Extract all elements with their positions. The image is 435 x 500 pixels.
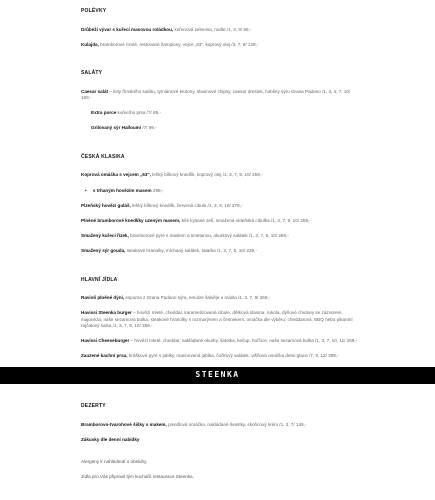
item-price: /1, 3, 7, 10, 11/ 269,- [313,338,358,343]
allergen-note: Alergeny k nahlédnutí u obsluhy. [81,459,148,465]
item-price: /7, 9, 12/ 399,- [307,353,339,359]
steenka-logo: STEENKA [195,370,240,380]
item-desc: steakové hranolky, míchaný salátek, tatarka [125,248,216,254]
item-desc: kuřecího prsa [116,110,146,116]
menu-item [81,437,361,443]
menu-item [81,422,361,428]
menu-item-variant [85,188,361,194]
kitchen-note: Jídla pro Vás připravil tým kuchařů restaurace Steenka. [81,474,194,480]
item-name: Smažený sýr gouda, [81,248,126,254]
menu-item [81,233,361,239]
item-price: /1, 3, 7, 9, 10/ 259,- [269,217,311,223]
item-price: /1, 3, 7, 9, 10/ 259,- [221,172,263,178]
item-desc: lehký bílkový knedlík, červená cibule [130,202,207,208]
item-price: /1, 3, 7/ 149,- [278,421,307,427]
item-name: Plněné bramborové knedlíky uzeným masem, [81,217,181,223]
section-title: ČESKÁ KLASIKA [81,153,125,160]
item-price: /1, 3, 7, 9, 10/ 239,- [215,248,257,254]
menu-upper [81,8,361,368]
brand-banner [0,367,435,384]
menu-item [81,248,361,254]
item-name: s trhaným hovězím masem [92,187,152,193]
item-desc: espuma z Grana Padano sýra, emulze šalvěje a másla [124,295,237,301]
item-price: /1, 3, 7, 9, 10/ 359,- [111,322,153,328]
item-desc: – hovězí mleté, cheddar, karamelizovaná cibule, dětková slanina, rukola, dýňové chutney se zázvorem, majonéza, naše sezamová bulka, steakové hranolky s rozmarýnem a česnekem, omáčka dle výběru: cheddarová, BBQ nebo pikantní rajčatový salsa [81,310,353,328]
section-polevky [81,8,361,48]
menu-item [81,27,361,33]
item-name: Havissi Cheeseburger [81,338,130,343]
item-price: /1, 3, 7, 9, 10/ 289,- [247,233,289,239]
item-desc: kořenová zelenina, nudle [173,26,226,32]
item-desc: lehký bílkový knedlík, koprový olej [150,172,222,178]
menu-item [81,218,361,224]
item-name: Extra porce [91,110,117,116]
item-desc: – listy římského salátu, tymiánové krutony, slaninové chipsy, caesar dresink, hobliny sýru Grana Padano [108,88,321,94]
item-name: Smažený kuřecí řízek, [81,233,129,239]
item-price: 299,- [151,187,164,193]
item-name: Caesar salát [81,88,109,94]
menu-item [81,295,361,301]
menu-item [81,203,361,209]
menu-lower [81,403,361,490]
section-title: HLAVNÍ JÍDLA [81,276,118,283]
item-name: Drůbeží vývar s kuřecí masovou roládkou, [81,26,174,32]
item-name: Bramborovo-tvarohové šišky s makem, [81,421,167,427]
menu-item [81,89,361,101]
section-salaty [81,70,361,132]
section-title: SALÁTY [81,70,103,77]
item-name: Koprová omáčka s vejcem „63“, [81,172,151,178]
item-name: Zákusky dle denní nabídky [81,436,140,442]
menu-item-extra [91,110,361,116]
menu-item [81,172,361,178]
section-ceska-klasika [81,154,361,255]
item-name: Grilovaný sýr Halloumi [91,125,142,131]
item-desc: bílé kysané zelí, smažená vídeňská cibulka [180,217,270,223]
item-name: Zauzené kachní prsa, [81,353,128,359]
item-price: /7/ 99,- [141,125,157,131]
menu-item [81,310,361,329]
item-desc: hráškové pyré s jablky, marinovaná jablka, čočkový salátek, višňová omáčka demi glace [127,353,308,359]
item-name: Ravioli plněné dýní, [81,295,125,301]
item-price: /1, 3, 7, 9/ 259,- [236,295,271,301]
item-name: Havissi Steenka burger [81,310,132,316]
item-price: /1, 3, 9/ 99,- [225,26,252,32]
item-name: Plzeňský hovězí guláš, [81,202,131,208]
item-desc: – hovězí mleté, cheddar, nakládané okurky, šalotka, kečup, hořčice, naše sezamová bulka [129,338,314,343]
item-price: /3, 7, 9/ 129,- [230,41,259,47]
menu-item [81,353,361,359]
menu-item [81,338,361,344]
section-title: DEZERTY [81,403,106,409]
item-desc: povidlová omáčka, nakládané švestky, skořicový krém [166,421,279,427]
section-title: POLÉVKY [81,8,107,14]
menu-item-extra [91,125,361,131]
menu-item [81,42,361,48]
section-dezerty [81,403,361,443]
item-price: /1, 3, 4, 7, 10/ 189,- [81,88,351,101]
item-price: /1, 3, 9, 10/ 279,- [206,202,243,208]
item-desc: bramborové pyré s máslem a smetanou, okurkový salátek [128,233,248,239]
item-price: /7/ 89,- [145,110,161,116]
item-name: Kulajda, [81,41,99,47]
item-desc: bramborové rizolé, restované žampiony, vejce „63“, koprový olej [98,41,231,47]
section-hlavni-jidla [81,277,361,360]
